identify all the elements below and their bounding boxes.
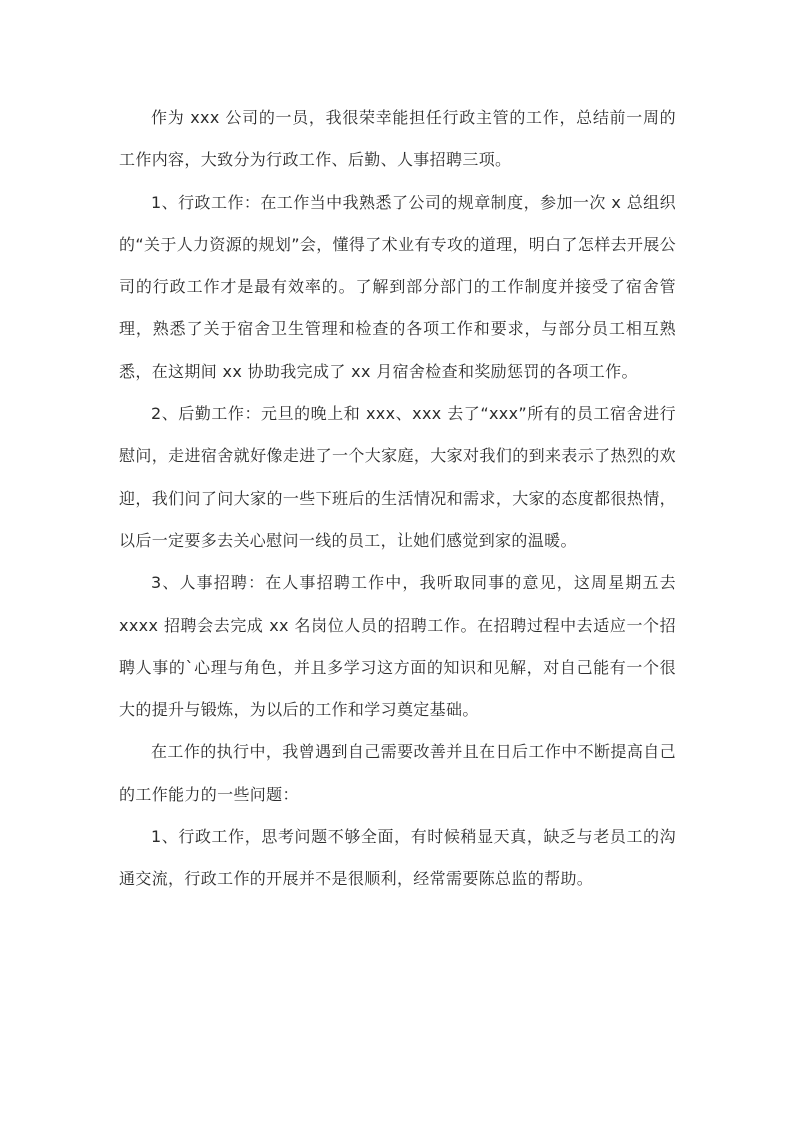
paragraph-logistics-work: 2、后勤工作：元旦的晚上和 xxx、xxx 去了“xxx”所有的员工宿舍进行慰问，走进宿舍就好像走进了一个大家庭，大家对我们的到来表示了热烈的欢迎，我们问了问大家的一些下班后的生活情况和需求，大家的态度都很热情，以后一定要多去关心慰问一线的员工，让她们感觉到家的温暖。 [119, 404, 676, 550]
paragraph-recruitment: 3、人事招聘：在人事招聘工作中，我听取同事的意见，这周星期五去 xxxx 招聘会去完成 xx 名岗位人员的招聘工作。在招聘过程中去适应一个招聘人事的`心理与角色，并且多学习这方面的知识和见解，对自己能有一个很大的提升与锻炼，为以后的工作和学习奠定基础。 [119, 573, 676, 720]
paragraph-problems-intro: 在工作的执行中，我曾遇到自己需要改善并且在日后工作中不断提高自己的工作能力的一些问题： [119, 742, 676, 804]
paragraph-intro: 作为 xxx 公司的一员，我很荣幸能担任行政主管的工作，总结前一周的工作内容，大致分为行政工作、后勤、人事招聘三项。 [119, 108, 676, 170]
document-body [119, 97, 676, 901]
paragraph-administrative-work: 1、行政工作：在工作当中我熟悉了公司的规章制度，参加一次 x 总组织的“关于人力资源的规划”会，懂得了术业有专攻的道理，明白了怎样去开展公司的行政工作才是最有效率的。了解到部分部门的工作制度并接受了宿舍管理，熟悉了关于宿舍卫生管理和检查的各项工作和要求，与部分员工相互熟悉，在这期间 xx 协助我完成了 xx 月宿舍检查和奖励惩罚的各项工作。 [119, 192, 676, 381]
paragraph-problem-1: 1、行政工作，思考问题不够全面，有时候稍显天真，缺乏与老员工的沟通交流，行政工作的开展并不是很顺利，经常需要陈总监的帮助。 [119, 827, 676, 889]
